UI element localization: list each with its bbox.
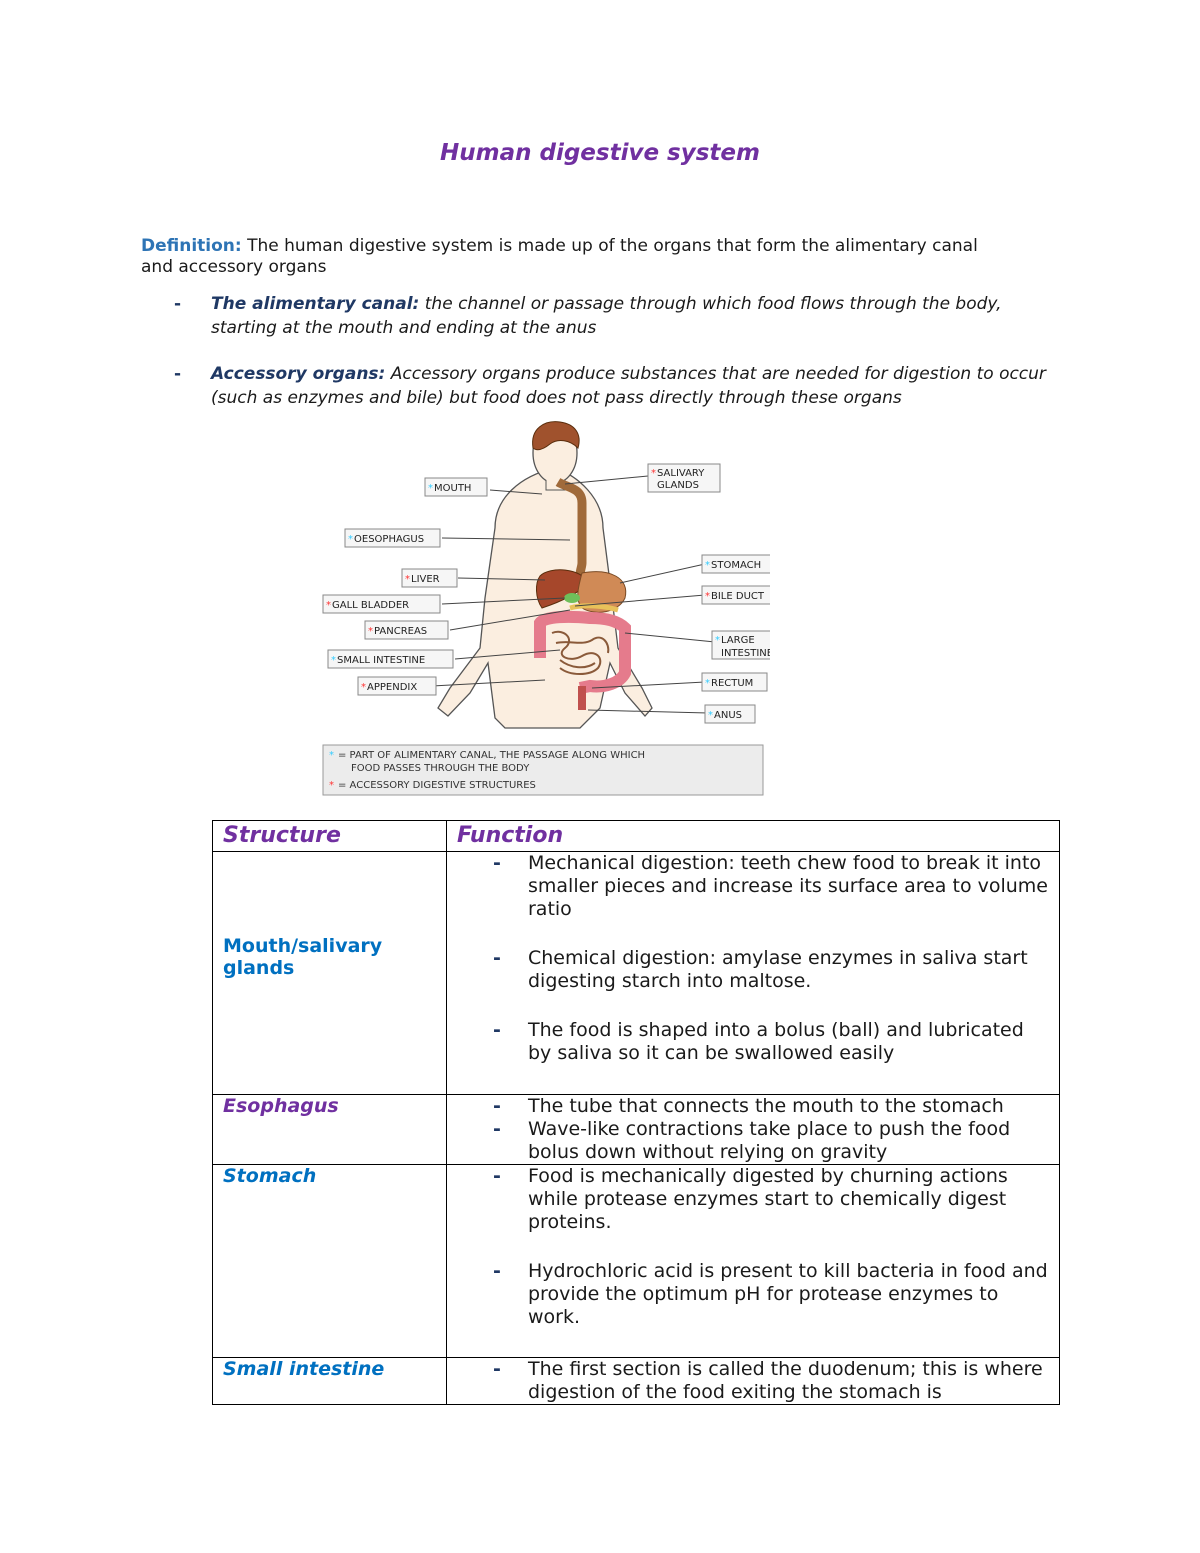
label-salivary-glands-2: GLANDS xyxy=(657,480,699,491)
bullet-dash: - xyxy=(493,1019,501,1041)
table-header-row xyxy=(213,821,1060,852)
bullet-text: Accessory organs produce substances that are needed for digestion to occur (such as enzymes and bile) but food does not pass directly through these organs xyxy=(211,364,1046,408)
definition-text: The human digestive system is made up of the organs that form the alimentary canal and accessory organs xyxy=(141,236,978,277)
table-row xyxy=(213,1165,1060,1358)
structure-cell: Esophagus xyxy=(213,1095,447,1165)
function-item: Food is mechanically digested by churning actions while protease enzymes start to chemically digest proteins. xyxy=(528,1165,1008,1233)
svg-text:*: * xyxy=(348,534,353,545)
table-row xyxy=(213,1095,1060,1165)
label-rectum: RECTUM xyxy=(711,678,754,689)
label-liver: LIVER xyxy=(411,574,440,585)
definition-label: Definition: xyxy=(141,236,242,256)
svg-text:*: * xyxy=(329,750,334,761)
definition-paragraph xyxy=(141,236,1001,278)
svg-text:*: * xyxy=(329,780,334,791)
svg-text:*: * xyxy=(651,468,656,479)
bullet-dash: - xyxy=(493,1165,501,1187)
header-function: Function xyxy=(447,821,1060,852)
page-title: Human digestive system xyxy=(439,140,760,166)
label-appendix: APPENDIX xyxy=(367,682,418,693)
diagram-legend xyxy=(323,745,763,795)
bullet-dash: - xyxy=(493,852,501,874)
function-item: Hydrochloric acid is present to kill bacteria in food and provide the optimum pH for protease enzymes to work. xyxy=(528,1260,1048,1328)
svg-text:*: * xyxy=(705,591,710,602)
bullet-dash: - xyxy=(493,1095,501,1117)
legend-alimentary-1: = PART OF ALIMENTARY CANAL, THE PASSAGE ALONG WHICH xyxy=(338,750,646,761)
structure-cell: Stomach xyxy=(213,1165,447,1358)
label-large-intestine-2: INTESTINE xyxy=(721,648,770,659)
legend-alimentary-2: FOOD PASSES THROUGH THE BODY xyxy=(351,763,530,774)
label-oesophagus: OESOPHAGUS xyxy=(354,534,425,545)
label-salivary-glands-1: SALIVARY xyxy=(657,468,705,479)
legend-accessory: = ACCESSORY DIGESTIVE STRUCTURES xyxy=(338,780,536,791)
label-gall-bladder: GALL BLADDER xyxy=(332,600,410,611)
body-illustration xyxy=(438,422,652,728)
bullet-dash: - xyxy=(493,1118,501,1140)
table-row xyxy=(213,852,1060,1095)
svg-text:*: * xyxy=(326,600,331,611)
label-pancreas: PANCREAS xyxy=(374,626,428,637)
bullet-dash: - xyxy=(493,947,501,969)
svg-text:*: * xyxy=(331,655,336,666)
bullet-dash: - xyxy=(493,1358,501,1380)
label-bile-duct: BILE DUCT xyxy=(711,591,764,602)
function-item: The food is shaped into a bolus (ball) and lubricated by saliva so it can be swallowed easily xyxy=(528,1019,1024,1064)
svg-text:*: * xyxy=(705,678,710,689)
bullet-term: Accessory organs: xyxy=(211,364,386,384)
digestive-system-diagram xyxy=(320,418,770,798)
function-item: The first section is called the duodenum; this is where digestion of the food exiting the stomach is xyxy=(528,1358,1043,1403)
bullet-dash: - xyxy=(174,364,182,384)
svg-text:*: * xyxy=(361,682,366,693)
function-cell xyxy=(447,1095,1060,1165)
function-item: The tube that connects the mouth to the stomach xyxy=(528,1095,1004,1117)
label-small-intestine: SMALL INTESTINE xyxy=(337,655,426,666)
function-cell xyxy=(447,852,1060,1095)
label-mouth: MOUTH xyxy=(434,483,472,494)
function-item: Wave-like contractions take place to push the food bolus down without relying on gravity xyxy=(528,1118,1011,1163)
function-item: Mechanical digestion: teeth chew food to break it into smaller pieces and increase its surface area to volume ratio xyxy=(528,852,1048,920)
bullet-dash: - xyxy=(493,1260,501,1282)
label-large-intestine-1: LARGE xyxy=(721,635,755,646)
bullet-term: The alimentary canal: xyxy=(211,294,420,314)
bullet-text: the channel or passage through which food flows through the body, starting at the mouth and ending at the anus xyxy=(211,294,1002,338)
header-structure: Structure xyxy=(213,821,447,852)
label-stomach: STOMACH xyxy=(711,560,762,571)
table-row xyxy=(213,1358,1060,1405)
structure-function-table xyxy=(212,820,1060,1405)
function-cell xyxy=(447,1165,1060,1358)
function-item: Chemical digestion: amylase enzymes in saliva start digesting starch into maltose. xyxy=(528,947,1028,992)
svg-text:*: * xyxy=(708,710,713,721)
bullet-dash: - xyxy=(174,294,182,314)
structure-cell: Mouth/salivary glands xyxy=(213,852,447,1095)
svg-text:*: * xyxy=(705,560,710,571)
alimentary-marker: * xyxy=(428,483,433,494)
structure-cell: Small intestine xyxy=(213,1358,447,1405)
accessory-marker: * xyxy=(405,574,410,585)
label-anus: ANUS xyxy=(714,710,742,721)
function-cell xyxy=(447,1358,1060,1405)
svg-text:*: * xyxy=(368,626,373,637)
svg-text:*: * xyxy=(715,635,720,646)
